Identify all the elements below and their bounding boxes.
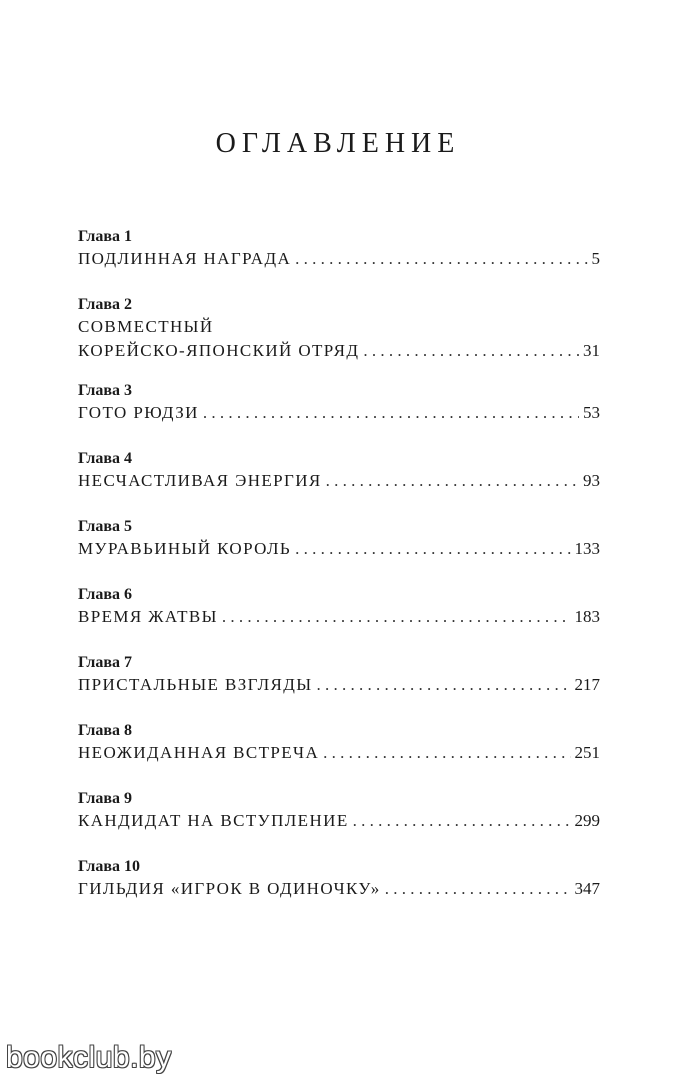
chapter-label: Глава 2 (78, 296, 132, 313)
page-number: 217 (574, 675, 600, 694)
dot-leader (203, 401, 579, 425)
chapter-title: НЕСЧАСТЛИВАЯ ЭНЕРГИЯ (78, 471, 322, 490)
toc-entry (78, 227, 600, 273)
table-of-contents (78, 227, 600, 903)
toc-entry (78, 517, 600, 563)
page-number: 251 (574, 743, 600, 762)
dot-leader (317, 673, 571, 697)
toc-entry (78, 449, 600, 495)
toc-line (78, 741, 600, 765)
watermark-logo: bookclub.by (6, 1041, 172, 1074)
toc-line (78, 339, 600, 363)
chapter-title: МУРАВЬИНЫЙ КОРОЛЬ (78, 539, 292, 558)
chapter-title-continued: КОРЕЙСКО-ЯПОНСКИЙ ОТРЯД (78, 341, 360, 360)
chapter-label: Глава 10 (78, 858, 140, 875)
toc-line (78, 809, 600, 833)
dot-leader (385, 877, 571, 901)
chapter-label: Глава 1 (78, 228, 132, 245)
chapter-label: Глава 4 (78, 450, 132, 467)
page-number: 299 (574, 811, 600, 830)
chapter-title: КАНДИДАТ НА ВСТУПЛЕНИЕ (78, 811, 349, 830)
dot-leader (222, 605, 571, 629)
chapter-label: Глава 9 (78, 790, 132, 807)
page-number: 347 (574, 879, 600, 898)
toc-line (78, 469, 600, 493)
toc-line (78, 877, 600, 901)
dot-leader (326, 469, 579, 493)
chapter-label: Глава 6 (78, 586, 132, 603)
toc-entry (78, 721, 600, 767)
toc-entry (78, 295, 600, 359)
dot-leader (353, 809, 571, 833)
toc-line (78, 401, 600, 425)
page-number: 93 (583, 471, 600, 490)
chapter-title: ВРЕМЯ ЖАТВЫ (78, 607, 218, 626)
chapter-title: ГОТО РЮДЗИ (78, 403, 199, 422)
toc-entry (78, 585, 600, 631)
chapter-title: НЕОЖИДАННАЯ ВСТРЕЧА (78, 743, 320, 762)
toc-line (78, 247, 600, 271)
page-number: 5 (591, 249, 600, 268)
page-number: 133 (574, 539, 600, 558)
toc-line (78, 537, 600, 561)
page-title: ОГЛАВЛЕНИЕ (215, 128, 461, 159)
toc-line (78, 673, 600, 697)
toc-entry (78, 653, 600, 699)
toc-line (78, 605, 600, 629)
page-number: 53 (583, 403, 600, 422)
toc-entry (78, 381, 600, 427)
dot-leader (363, 339, 579, 363)
chapter-label: Глава 7 (78, 654, 132, 671)
chapter-title: ГИЛЬДИЯ «ИГРОК В ОДИНОЧКУ» (78, 879, 381, 898)
dot-leader (323, 741, 570, 765)
chapter-title: ПРИСТАЛЬНЫЕ ВЗГЛЯДЫ (78, 675, 313, 694)
chapter-label: Глава 8 (78, 722, 132, 739)
toc-entry (78, 789, 600, 835)
dot-leader (295, 247, 587, 271)
page-number: 31 (583, 341, 600, 360)
page-number: 183 (574, 607, 600, 626)
chapter-label: Глава 5 (78, 518, 132, 535)
chapter-title: СОВМЕСТНЫЙ (78, 317, 214, 336)
chapter-label: Глава 3 (78, 382, 132, 399)
toc-entry (78, 857, 600, 903)
dot-leader (295, 537, 570, 561)
chapter-title: ПОДЛИННАЯ НАГРАДА (78, 249, 292, 268)
